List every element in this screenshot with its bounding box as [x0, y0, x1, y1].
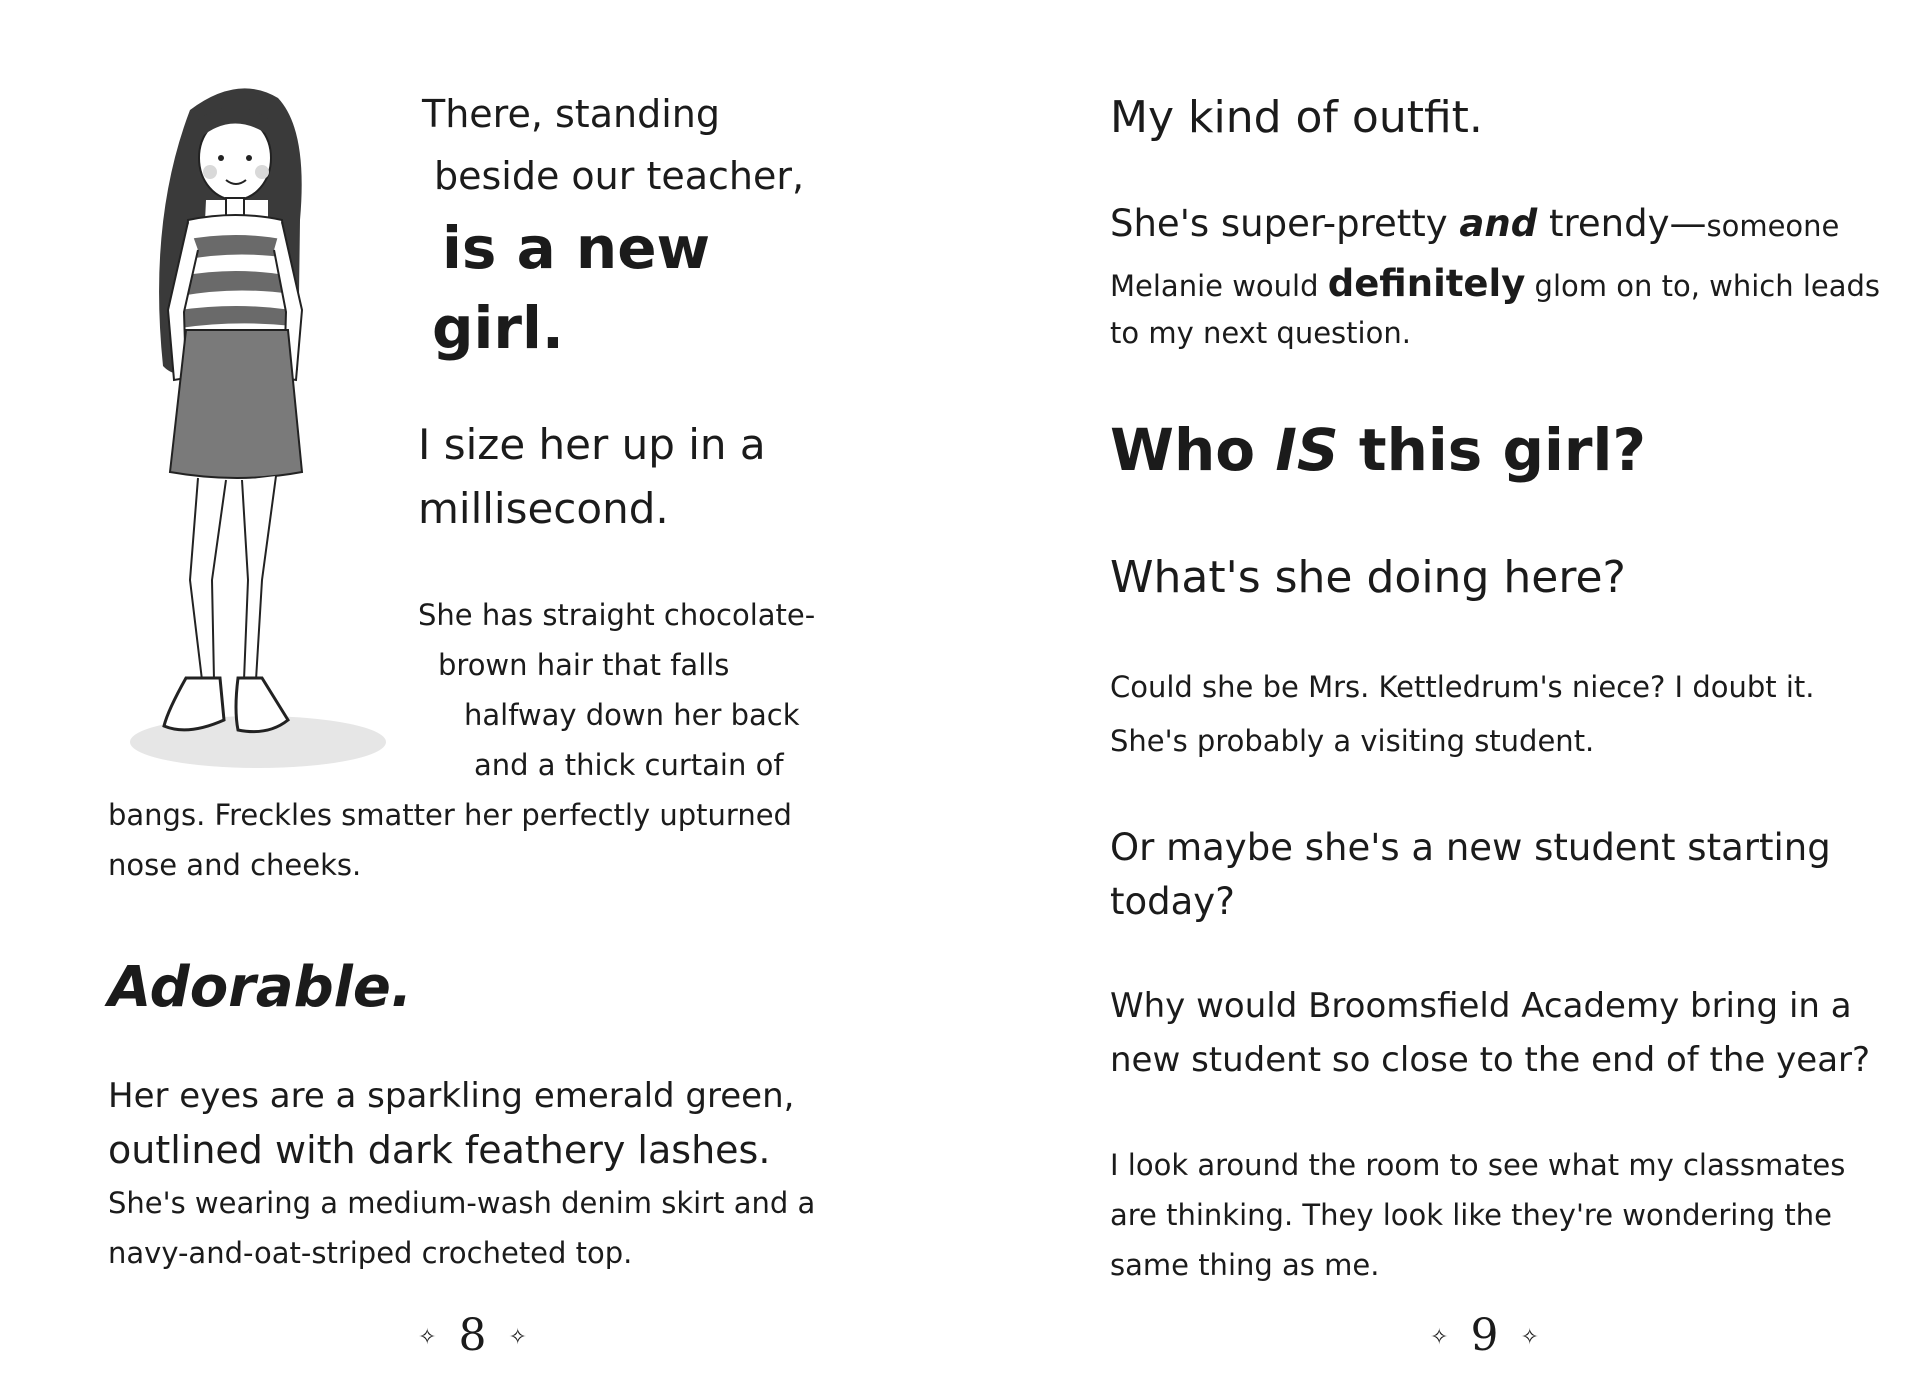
maybe-line-1: Or maybe she's a new student starting — [1110, 826, 1831, 869]
eyes-line-2: outlined with dark feathery lashes. — [108, 1128, 771, 1172]
left-page-folio — [396, 1310, 549, 1361]
hair-line-4: and a thick curtain of — [474, 748, 784, 782]
size-line-2: millisecond. — [418, 484, 669, 533]
wear-line-2: navy-and-oat-striped crocheted top. — [108, 1236, 633, 1270]
trendy-text: trendy — [1537, 202, 1670, 245]
who-heading — [1110, 416, 1646, 486]
melanie-text: Melanie would — [1110, 269, 1328, 303]
size-line-1: I size her up in a — [418, 420, 766, 469]
star-ornament-icon: ✧ — [1430, 1325, 1449, 1350]
why-line-2: new student so close to the end of the year? — [1110, 1040, 1871, 1080]
star-ornament-icon: ✧ — [1520, 1325, 1539, 1350]
maybe-line-2: today? — [1110, 880, 1235, 923]
outfit-line: My kind of outfit. — [1110, 92, 1483, 143]
left-page — [0, 0, 960, 1396]
pretty-text: She's super-pretty — [1110, 202, 1460, 245]
star-ornament-icon: ✧ — [418, 1325, 437, 1350]
look-line-3: same thing as me. — [1110, 1248, 1380, 1282]
star-ornament-icon: ✧ — [508, 1325, 527, 1350]
big-line-1: is a new — [442, 214, 711, 282]
hair-line-5: bangs. Freckles smatter her perfectly upturned — [108, 798, 792, 832]
niece-line-2: She's probably a visiting student. — [1110, 724, 1595, 758]
page-number: 9 — [1470, 1310, 1499, 1361]
right-page — [960, 0, 1920, 1396]
girl-illustration — [128, 80, 408, 780]
is-emphasis: IS — [1275, 416, 1339, 484]
right-page-folio — [1408, 1310, 1561, 1361]
hair-line-1: She has straight chocolate- — [418, 598, 816, 632]
next-question-line: to my next question. — [1110, 316, 1411, 350]
melanie-line — [1110, 262, 1880, 306]
and-emphasis: and — [1459, 202, 1538, 245]
big-line-2: girl. — [432, 294, 564, 362]
glom-text: glom on to, which leads — [1525, 269, 1881, 303]
eyes-line-1: Her eyes are a sparkling emerald green, — [108, 1076, 795, 1116]
wear-line-1: She's wearing a medium-wash denim skirt and a — [108, 1186, 816, 1220]
why-line-1: Why would Broomsfield Academy bring in a — [1110, 986, 1852, 1026]
adorable-heading: Adorable. — [108, 955, 413, 1020]
someone-text: someone — [1706, 209, 1840, 243]
hair-line-6: nose and cheeks. — [108, 848, 362, 882]
hair-line-2: brown hair that falls — [438, 648, 730, 682]
look-line-1: I look around the room to see what my classmates — [1110, 1148, 1846, 1182]
hair-line-3: halfway down her back — [464, 698, 800, 732]
pretty-line — [1110, 202, 1839, 246]
who-text: Who — [1110, 416, 1276, 484]
em-dash: — — [1669, 202, 1707, 245]
this-girl-text: this girl? — [1338, 416, 1647, 484]
page-number: 8 — [458, 1310, 487, 1361]
look-line-2: are thinking. They look like they're wondering the — [1110, 1198, 1832, 1232]
niece-line-1: Could she be Mrs. Kettledrum's niece? I doubt it. — [1110, 670, 1815, 704]
whats-heading: What's she doing here? — [1110, 552, 1626, 603]
definitely-emphasis: definitely — [1327, 262, 1526, 305]
intro-line-2: beside our teacher, — [434, 154, 805, 198]
intro-line-1: There, standing — [422, 92, 720, 136]
